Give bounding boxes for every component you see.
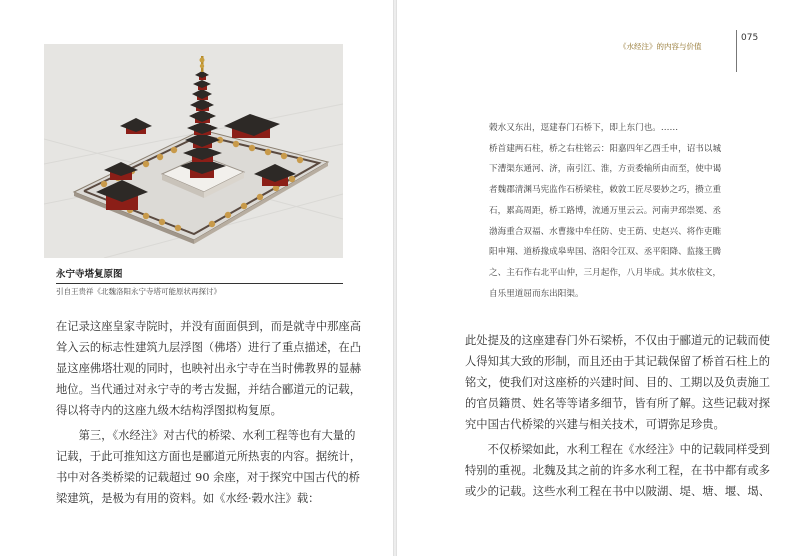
body-line: 究中国古代桥梁的兴建与相关技术，可谓弥足珍贵。 (465, 418, 725, 431)
pagoda-reconstruction-illustration (44, 44, 343, 258)
quote-line: 渤海重合双福、水曹掾中牟任防、史王荫、史赵兴、将作吏睢 (489, 226, 722, 237)
left-page (0, 0, 393, 556)
right-body-text (465, 330, 770, 502)
running-head: 《水经注》的内容与价值 (619, 42, 702, 51)
quotation-block (489, 118, 721, 304)
left-body-text (56, 316, 361, 509)
body-line: 此处提及的这座建春门外石梁桥，不仅由于郦道元的记载而使 (465, 334, 771, 347)
pagoda-illustration-svg (44, 44, 343, 258)
figure-caption-source: 引自王贵祥《北魏洛阳永宁寺塔可能原状再探讨》 (56, 287, 221, 296)
body-line: 耸入云的标志性建筑九层浮图（佛塔）进行了重点描述，在凸 (56, 341, 362, 354)
body-line: 不仅桥梁如此，水利工程在《水经注》中的记载同样受到 (465, 443, 771, 456)
header-divider (736, 30, 737, 72)
body-line: 第三，《水经注》对古代的桥梁、水利工程等也有大量的 (56, 429, 356, 442)
body-line: 记载，于此可推知这方面也是郦道元所热衷的内容。据统计， (56, 450, 362, 463)
quote-line: 阳申翔、道桥掾成皋卑国、洛阳令江双、丞平阳降、监掾王腾 (489, 247, 722, 258)
body-line: 显这座佛塔壮观的同时，也映衬出永宁寺在当时佛教界的显赫 (56, 362, 362, 375)
quote-line: 榖水又东出，逕建春门石桥下，即上东门也。…… (489, 123, 679, 133)
body-line: 铭文，使我们对这座桥的兴建时间、目的、工期以及负责施工 (465, 376, 771, 389)
body-line: 或少的记载。这些水利工程在书中以陂湖、堤、塘、堰、堨、 (465, 485, 771, 498)
body-line: 特别的重视。北魏及其之前的许多水利工程，在书中都有或多 (465, 464, 771, 477)
page-number: 075 (741, 33, 759, 43)
body-line: 的官员籍贯、姓名等等诸多细节，皆有所了解。这些记载对探 (465, 397, 771, 410)
quote-line: 者魏郡清渊马宪监作石桥梁柱，敕敦工匠尽要妙之巧，攒立重 (489, 185, 722, 196)
quote-line: 之、主石作右北平山仲，三月起作，八月毕成。其水依柱文， (489, 267, 722, 278)
quote-line: 下漕渠东通河、济，南引江、淮，方贡委输所由而至，使中谒 (489, 164, 722, 175)
body-line: 在记录这座皇家寺院时，并没有面面俱到，而是就寺中那座高 (56, 320, 362, 333)
body-line: 地位。当代通过对永宁寺的考古发掘，并结合郦道元的记载， (56, 383, 362, 396)
body-line: 得以将寺内的这座九级木结构浮图拟构复原。 (56, 404, 282, 417)
quote-line: 桥首建两石柱，桥之右柱铭云：阳嘉四年乙酉壬申，诏书以城 (489, 143, 722, 154)
figure-caption-title: 永宁寺塔复原图 (56, 269, 123, 280)
quote-line: 石，累高周距，桥工路博，流通万里云云。河南尹邳崇冕、丞 (489, 205, 722, 216)
right-page (397, 0, 790, 556)
body-line: 书中对各类桥梁的记载超过 90 余座，对于探究中国古代的桥 (56, 471, 360, 484)
caption-divider (56, 283, 343, 284)
body-line: 梁建筑，是极为有用的资料。如《水经·榖水注》载： (56, 492, 320, 505)
body-line: 人得知其大致的形制，而且还由于其记载保留了桥首石柱上的 (465, 355, 771, 368)
quote-line: 自乐里道屈而东出阳渠。 (489, 288, 584, 299)
